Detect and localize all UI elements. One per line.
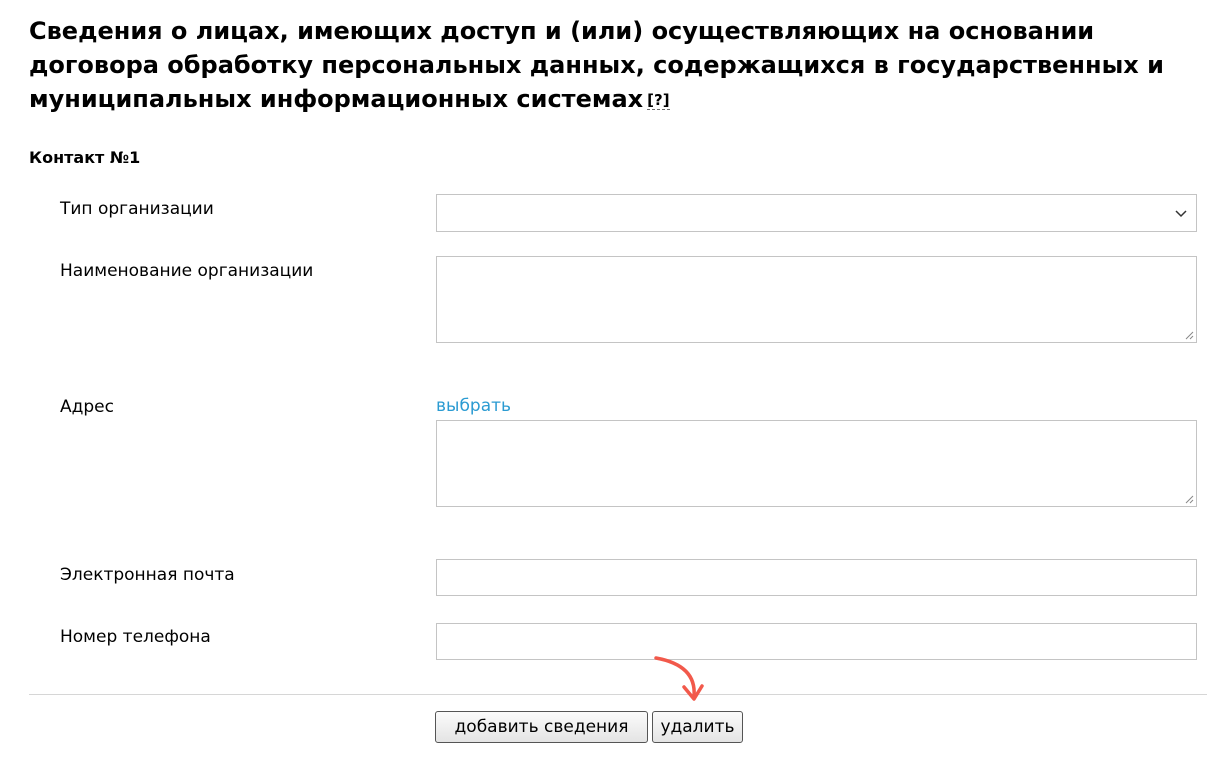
section-divider [29,694,1207,695]
help-link[interactable]: [?] [647,91,670,109]
chevron-down-icon [1174,206,1188,220]
email-label: Электронная почта [60,565,235,585]
org-name-textarea[interactable] [436,256,1197,343]
delete-button[interactable]: удалить [652,711,743,743]
resize-grip-icon[interactable] [1185,495,1194,504]
org-name-label: Наименование организации [60,261,314,281]
contact-title: Контакт №1 [29,148,141,167]
add-info-button[interactable]: добавить сведения [435,711,648,743]
address-textarea[interactable] [436,420,1197,507]
org-type-select[interactable] [436,194,1197,232]
phone-label: Номер телефона [60,627,211,647]
curved-arrow-icon [648,654,706,706]
email-field[interactable] [436,559,1197,596]
resize-grip-icon[interactable] [1185,331,1194,340]
address-label: Адрес [60,397,114,417]
page-title-text: Сведения о лицах, имеющих доступ и (или) осуществляющих на основании договора обработку персональных данных, содержащихся в государственных и муниципальных информационных системах [29,17,1164,113]
page-title [29,14,1199,117]
org-type-label: Тип организации [60,199,214,219]
address-choose-link[interactable]: выбрать [436,396,512,416]
phone-field[interactable] [436,623,1197,660]
